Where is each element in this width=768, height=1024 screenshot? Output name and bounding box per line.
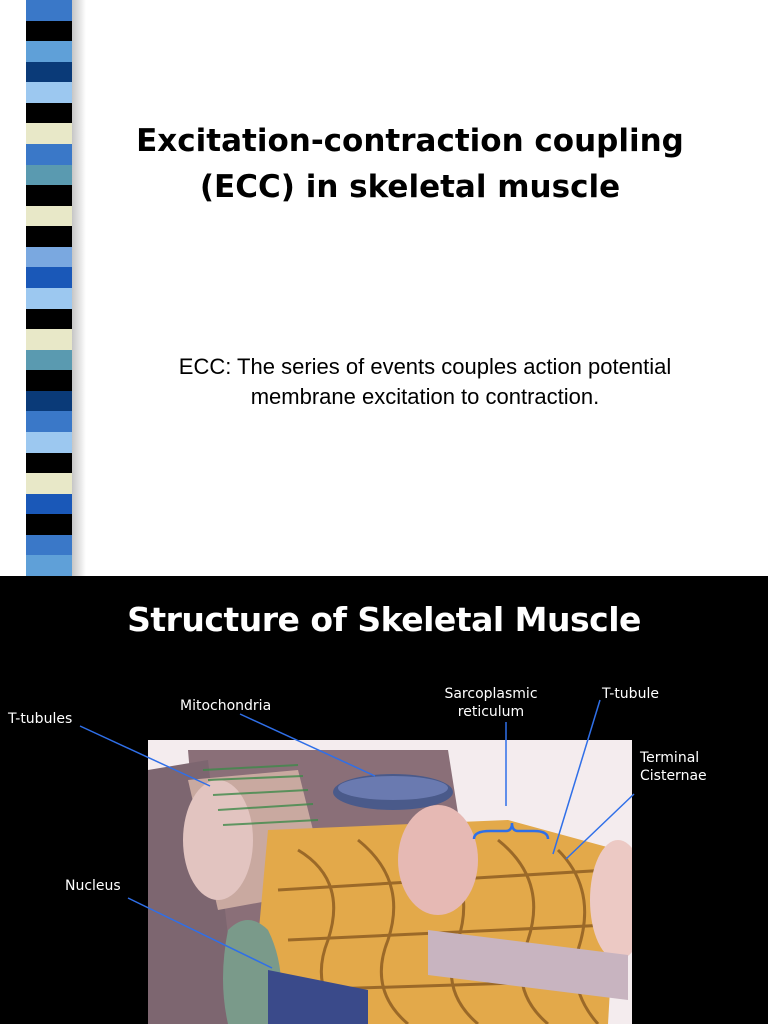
leader-t-tubule: [553, 700, 600, 854]
label-terminal-cisternae: Terminal Cisternae: [640, 750, 707, 784]
slide-title: [90, 118, 730, 210]
stripe-segment: [26, 144, 72, 165]
leader-t-tubules: [80, 726, 210, 786]
stripe-column: [26, 0, 72, 576]
title-line-1: Excitation-contraction coupling: [136, 123, 684, 159]
stripe-segment: [26, 103, 72, 124]
title-line-2: (ECC) in skeletal muscle: [199, 169, 621, 205]
stripe-segment: [26, 453, 72, 474]
stripe-segment: [26, 370, 72, 391]
label-t-tubule: T-tubule: [602, 686, 659, 702]
stripe-segment: [26, 411, 72, 432]
leader-terminal-cisternae: [566, 794, 634, 859]
stripe-segment: [26, 309, 72, 330]
stripe-segment: [26, 267, 72, 288]
stripe-segment: [26, 288, 72, 309]
stripe-segment: [26, 494, 72, 515]
label-nucleus: Nucleus: [65, 878, 121, 894]
stripe-segment: [26, 247, 72, 268]
slide-muscle-structure: [0, 576, 768, 1024]
stripe-segment: [26, 41, 72, 62]
stripe-segment: [26, 432, 72, 453]
stripe-segment: [26, 21, 72, 42]
body-line-2: membrane excitation to contraction.: [250, 384, 600, 409]
stripe-segment: [26, 185, 72, 206]
stripe-segment: [26, 535, 72, 556]
stripe-segment: [26, 82, 72, 103]
label-sarcoplasmic-reticulum: Sarcoplasmic reticulum: [444, 686, 538, 720]
stripe-segment: [26, 123, 72, 144]
stripe-segment: [26, 206, 72, 227]
decorative-stripe-bar: [0, 0, 86, 576]
stripe-segment: [26, 329, 72, 350]
leader-mitochondria: [240, 714, 375, 776]
stripe-segment: [26, 165, 72, 186]
stripe-segment: [26, 391, 72, 412]
stripe-segment: [26, 555, 72, 576]
stripe-segment: [26, 514, 72, 535]
body-line-1: ECC: The series of events couples action potential: [178, 354, 672, 379]
slide-title-structure: Structure of Skeletal Muscle: [127, 600, 641, 639]
label-mitochondria: Mitochondria: [180, 698, 272, 714]
definition-text: [110, 352, 740, 412]
stripe-segment: [26, 473, 72, 494]
sr-bracket: [474, 823, 548, 839]
leader-nucleus: [128, 898, 272, 968]
stripe-segment: [26, 0, 72, 21]
label-t-tubules: T-tubules: [8, 711, 73, 727]
stripe-segment: [26, 350, 72, 371]
leader-lines: [0, 576, 768, 1024]
stripe-segment: [26, 226, 72, 247]
stripe-segment: [26, 62, 72, 83]
